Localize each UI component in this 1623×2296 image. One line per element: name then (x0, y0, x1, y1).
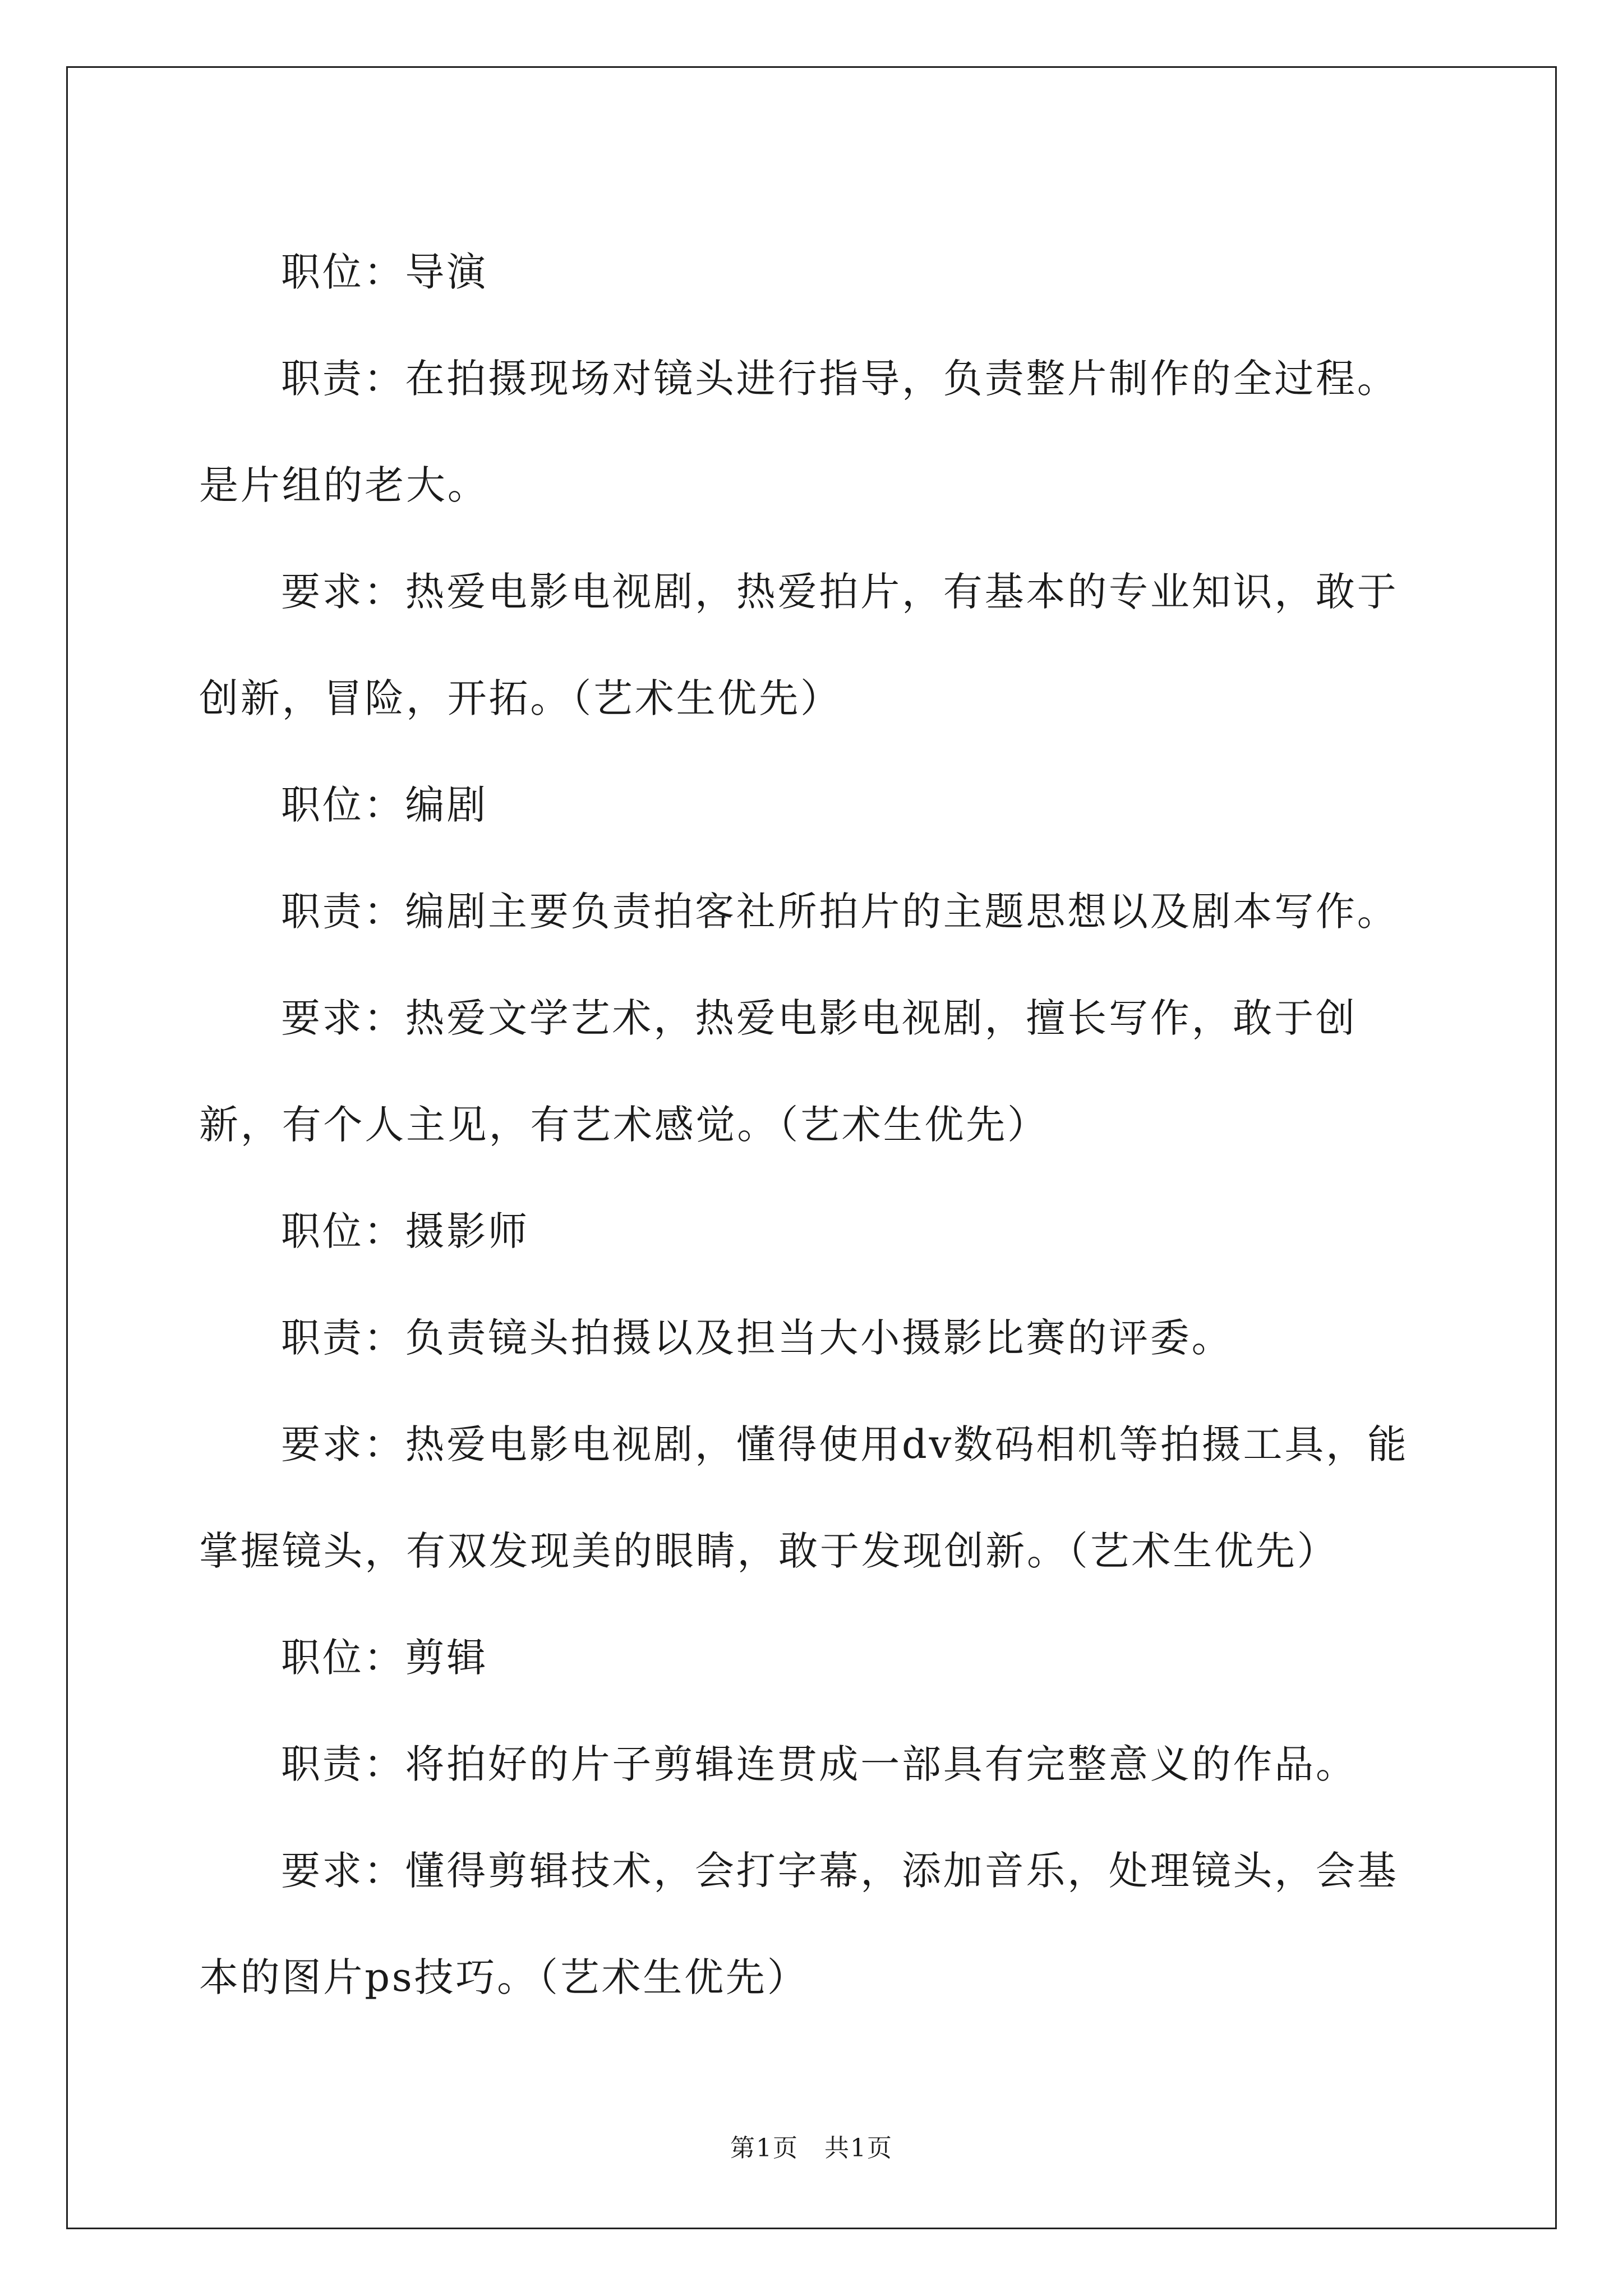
paragraph-screenwriter-position: 职位：编剧 (281, 782, 488, 828)
paragraph-photographer-duty: 职责：负责镜头拍摄以及担当大小摄影比赛的评委。 (281, 1315, 1233, 1361)
paragraph-director-requirement: 要求：热爱电影电视剧，热爱拍片，有基本的专业知识，敢于创新，冒险，开拓。（艺术生优先） (199, 569, 1399, 721)
paragraph-screenwriter-requirement: 要求：热爱文学艺术，热爱电影电视剧，擅长写作，敢于创新，有个人主见，有艺术感觉。（艺术生优先） (199, 995, 1357, 1148)
paragraph-screenwriter-duty: 职责：编剧主要负责拍客社所拍片的主题思想以及剧本写作。 (281, 889, 1399, 935)
document-body (199, 219, 1433, 2031)
paragraph-photographer-requirement: 要求：热爱电影电视剧，懂得使用dv数码相机等拍摄工具，能掌握镜头，有双发现美的眼睛，敢于发现创新。（艺术生优先） (199, 1421, 1409, 1574)
paragraph-editor-position: 职位：剪辑 (281, 1635, 488, 1681)
paragraph-director-duty: 职责：在拍摄现场对镜头进行指导，负责整片制作的全过程。是片组的老大。 (199, 356, 1399, 508)
paragraph-editor-duty: 职责：将拍好的片子剪辑连贯成一部具有完整意义的作品。 (281, 1741, 1357, 1787)
paragraph-photographer-position: 职位：摄影师 (281, 1208, 529, 1254)
paragraph-editor-requirement: 要求：懂得剪辑技术，会打字幕，添加音乐，处理镜头，会基本的图片ps技巧。（艺术生优先） (199, 1848, 1399, 2000)
paragraph-director-position: 职位：导演 (281, 249, 488, 295)
page-footer: 第1页 共1页 (730, 2134, 893, 2162)
